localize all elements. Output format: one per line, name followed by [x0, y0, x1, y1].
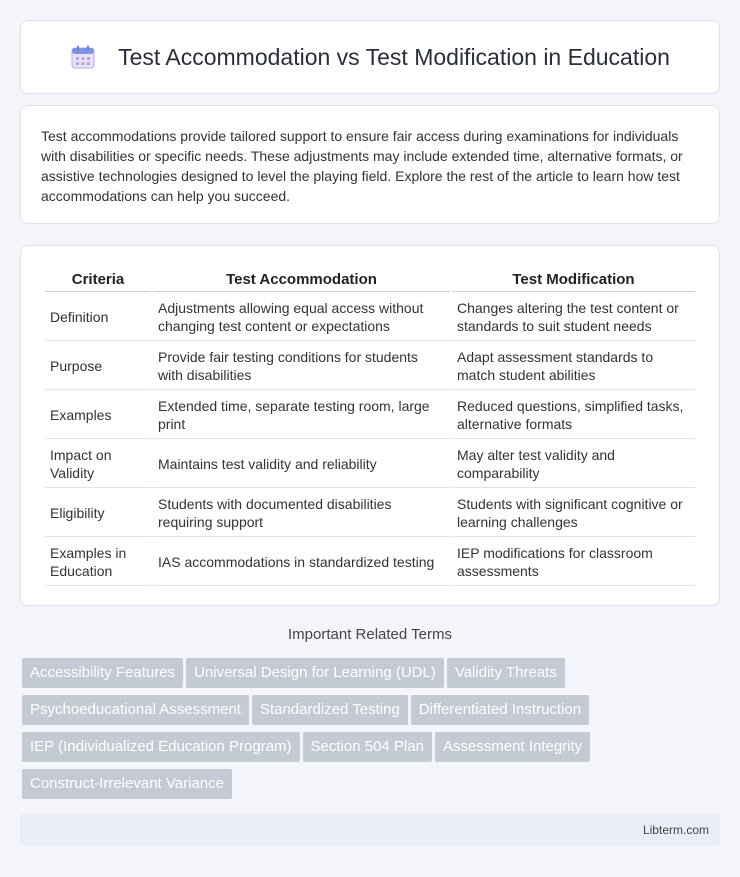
related-term-tag[interactable]: Accessibility Features — [22, 658, 183, 688]
criteria-cell: Examples in Education — [45, 539, 151, 586]
related-term-tag[interactable]: Differentiated Instruction — [411, 695, 589, 725]
column-header-accommodation: Test Accommodation — [153, 268, 450, 292]
accommodation-cell: Provide fair testing conditions for students with disabilities — [153, 343, 450, 390]
title-card — [20, 20, 720, 94]
table-header-row — [45, 268, 695, 292]
table-row — [45, 294, 695, 341]
comparison-table-card — [20, 245, 720, 606]
table-row — [45, 441, 695, 488]
criteria-cell: Examples — [45, 392, 151, 439]
modification-cell: IEP modifications for classroom assessments — [452, 539, 695, 586]
criteria-cell: Definition — [45, 294, 151, 341]
intro-text: Test accommodations provide tailored support to ensure fair access during examinations for individuals with disabilities or specific needs. These adjustments may include extended time, alternative formats, or assistive technologies designed to level the playing field. Explore the rest of the article to learn how test accommodations can help you succeed. — [41, 128, 683, 204]
related-term-tag[interactable]: Construct-Irrelevant Variance — [22, 769, 232, 799]
related-term-tag[interactable]: Standardized Testing — [252, 695, 408, 725]
page-title: Test Accommodation vs Test Modification in Education — [118, 43, 670, 70]
footer — [20, 814, 720, 846]
criteria-cell: Purpose — [45, 343, 151, 390]
criteria-cell: Eligibility — [45, 490, 151, 537]
criteria-cell: Impact on Validity — [45, 441, 151, 488]
modification-cell: Students with significant cognitive or learning challenges — [452, 490, 695, 537]
table-row — [45, 490, 695, 537]
related-term-tag[interactable]: Validity Threats — [447, 658, 565, 688]
accommodation-cell: Adjustments allowing equal access without changing test content or expectations — [153, 294, 450, 341]
accommodation-cell: Extended time, separate testing room, large print — [153, 392, 450, 439]
comparison-table — [43, 266, 697, 588]
intro-card — [20, 105, 720, 224]
modification-cell: Changes altering the test content or standards to suit student needs — [452, 294, 695, 341]
modification-cell: Adapt assessment standards to match student abilities — [452, 343, 695, 390]
column-header-criteria: Criteria — [45, 268, 151, 292]
modification-cell: May alter test validity and comparability — [452, 441, 695, 488]
table-row — [45, 539, 695, 586]
column-header-modification: Test Modification — [452, 268, 695, 292]
related-term-tag[interactable]: IEP (Individualized Education Program) — [22, 732, 300, 762]
table-row — [45, 343, 695, 390]
accommodation-cell: Students with documented disabilities requiring support — [153, 490, 450, 537]
footer-brand-link[interactable]: Libterm.com — [642, 823, 709, 837]
related-term-tag[interactable]: Section 504 Plan — [303, 732, 432, 762]
modification-cell: Reduced questions, simplified tasks, alternative formats — [452, 392, 695, 439]
accommodation-cell: Maintains test validity and reliability — [153, 441, 450, 488]
accommodation-cell: IAS accommodations in standardized testing — [153, 539, 450, 586]
related-terms-title: Important Related Terms — [288, 626, 452, 643]
related-term-tag[interactable]: Universal Design for Learning (UDL) — [186, 658, 444, 688]
related-term-tag[interactable]: Assessment Integrity — [435, 732, 590, 762]
related-term-tag[interactable]: Psychoeducational Assessment — [22, 695, 249, 725]
related-terms-list — [22, 658, 722, 806]
calendar-icon — [70, 44, 96, 70]
table-row — [45, 392, 695, 439]
